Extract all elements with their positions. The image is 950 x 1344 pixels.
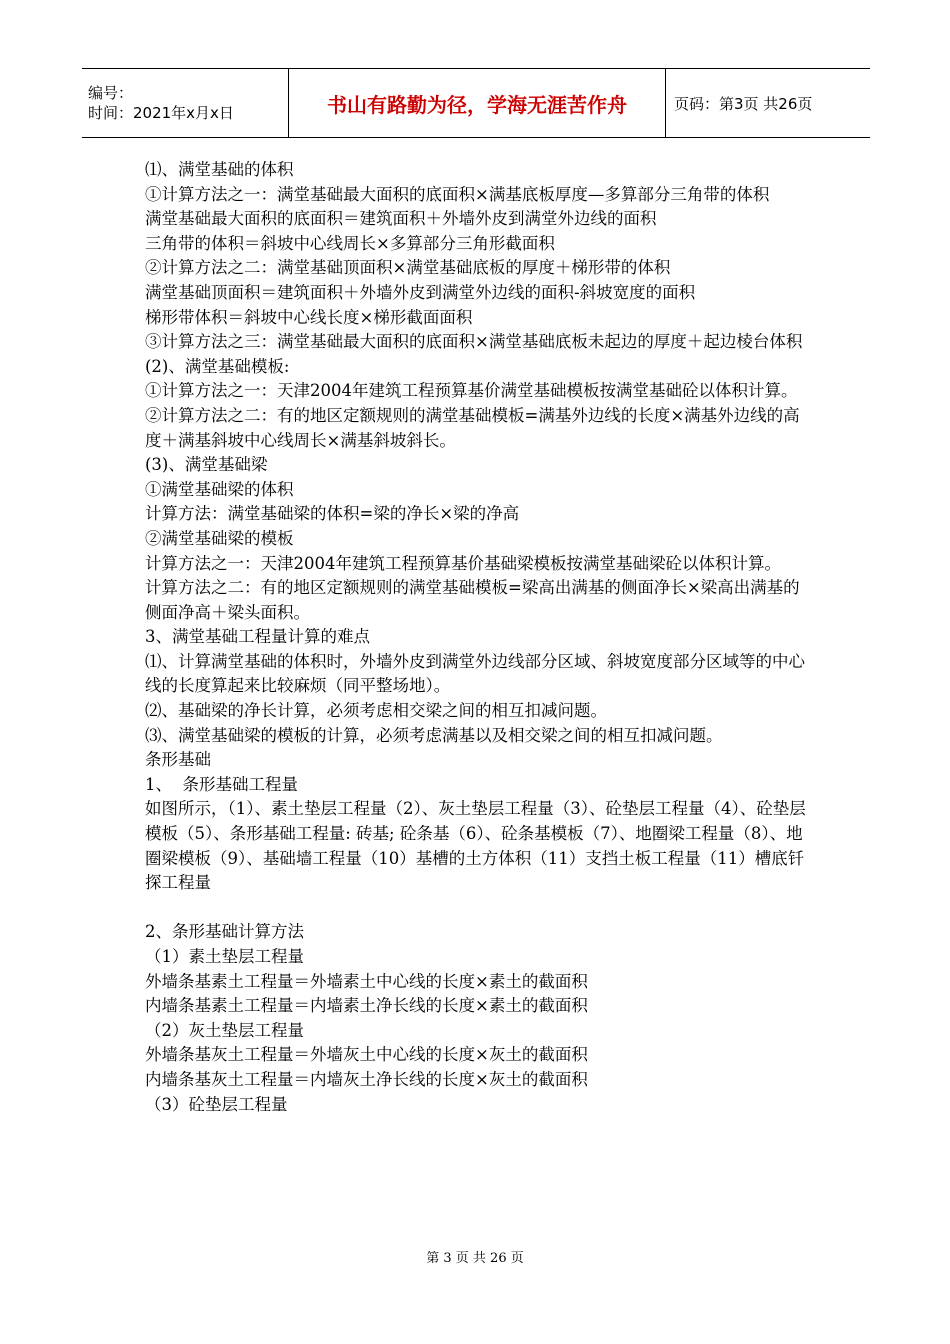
header-page-cell: [666, 69, 870, 137]
paragraph: ①计算方法之一：天津2004年建筑工程预算基价满堂基础模板按满堂基础砼以体积计算。: [145, 381, 798, 401]
document-number-label: 编号：: [88, 84, 134, 102]
paragraph: ②计算方法之二：有的地区定额规则的满堂基础模板=满基外边线的长度×满基外边线的高度＋满基斜坡中心线周长×满基斜坡斜长。: [145, 405, 800, 450]
paragraph: 内墙条基灰土工程量＝内墙灰土净长线的长度×灰土的截面积: [145, 1069, 588, 1089]
header-motto-cell: [289, 69, 666, 137]
blank-line: [145, 896, 810, 921]
paragraph: (3)、满堂基础梁: [145, 455, 268, 475]
paragraph: ①计算方法之一：满堂基础最大面积的底面积×满基底板厚度—多算部分三角带的体积: [145, 184, 770, 204]
header-motto: 书山有路勤为径，学海无涯苦作舟: [327, 92, 627, 117]
paragraph: 内墙条基素土工程量＝内墙素土净长线的长度×素土的截面积: [145, 996, 588, 1016]
paragraph: 1、 条形基础工程量: [145, 774, 298, 794]
page-header: [82, 68, 870, 138]
page-footer: [0, 1247, 950, 1266]
paragraph: 计算方法：满堂基础梁的体积=梁的净长×梁的净高: [145, 504, 520, 524]
paragraph: ①满堂基础梁的体积: [145, 479, 294, 499]
paragraph: （2）灰土垫层工程量: [145, 1020, 304, 1040]
header-meta-cell: [82, 69, 289, 137]
paragraph: 条形基础: [145, 750, 211, 770]
paragraph: (2)、满堂基础模板:: [145, 356, 290, 376]
paragraph: 满堂基础顶面积＝建筑面积＋外墙外皮到满堂外边线的面积-斜坡宽度的面积: [145, 282, 696, 302]
paragraph: （3）砼垫层工程量: [145, 1094, 288, 1114]
paragraph: ③计算方法之三：满堂基础最大面积的底面积×满堂基础底板未起边的厚度＋起边棱台体积: [145, 332, 803, 352]
paragraph: ②满堂基础梁的模板: [145, 528, 294, 548]
paragraph: ⑵、基础梁的净长计算，必须考虑相交梁之间的相互扣减问题。: [145, 701, 607, 721]
document-date-label: 时间：2021年x月x日: [88, 104, 234, 122]
paragraph: 外墙条基灰土工程量＝外墙灰土中心线的长度×灰土的截面积: [145, 1045, 588, 1065]
footer-page-number: 第 3 页 共 26 页: [426, 1251, 524, 1266]
paragraph: ②计算方法之二：满堂基础顶面积×满堂基础底板的厚度＋梯形带的体积: [145, 258, 671, 278]
paragraph: 三角带的体积＝斜坡中心线周长×多算部分三角形截面积: [145, 233, 555, 253]
header-page-number: 页码：第3页 共26页: [674, 94, 813, 113]
paragraph: 计算方法之二：有的地区定额规则的满堂基础模板=梁高出满基的侧面净长×梁高出满基的侧面净高＋梁头面积。: [145, 578, 800, 622]
paragraph: 满堂基础最大面积的底面积＝建筑面积＋外墙外皮到满堂外边线的面积: [145, 209, 657, 229]
paragraph: 计算方法之一：天津2004年建筑工程预算基价基础梁模板按满堂基础梁砼以体积计算。: [145, 553, 781, 573]
paragraph: ⑴、满堂基础的体积: [145, 160, 294, 179]
paragraph: 3、满堂基础工程量计算的难点: [145, 627, 370, 647]
paragraph: （1）素土垫层工程量: [145, 947, 304, 966]
paragraph: 梯形带体积＝斜坡中心线长度×梯形截面面积: [145, 307, 473, 327]
paragraph: 如图所示，（1）、素土垫层工程量（2）、灰土垫层工程量（3）、砼垫层工程量（4）、砼垫层模板（5）、条形基础工程量: 砖基; 砼条基（6）、砼条基模板（7）、地圈梁工程量（8）、地圈梁模板（9）、基础墙工程量（10）基槽的土方体积（11）支挡土板工程量（11）槽底钎探工程量: [145, 799, 806, 893]
document-body: [145, 158, 810, 1117]
paragraph: 外墙条基素土工程量＝外墙素土中心线的长度×素土的截面积: [145, 971, 588, 991]
paragraph: ⑶、满堂基础梁的模板的计算，必须考虑满基以及相交梁之间的相互扣减问题。: [145, 725, 723, 745]
paragraph: 2、条形基础计算方法: [145, 922, 304, 942]
paragraph: ⑴、计算满堂基础的体积时，外墙外皮到满堂外边线部分区域、斜坡宽度部分区域等的中心线的长度算起来比较麻烦（同平整场地）。: [145, 651, 805, 696]
